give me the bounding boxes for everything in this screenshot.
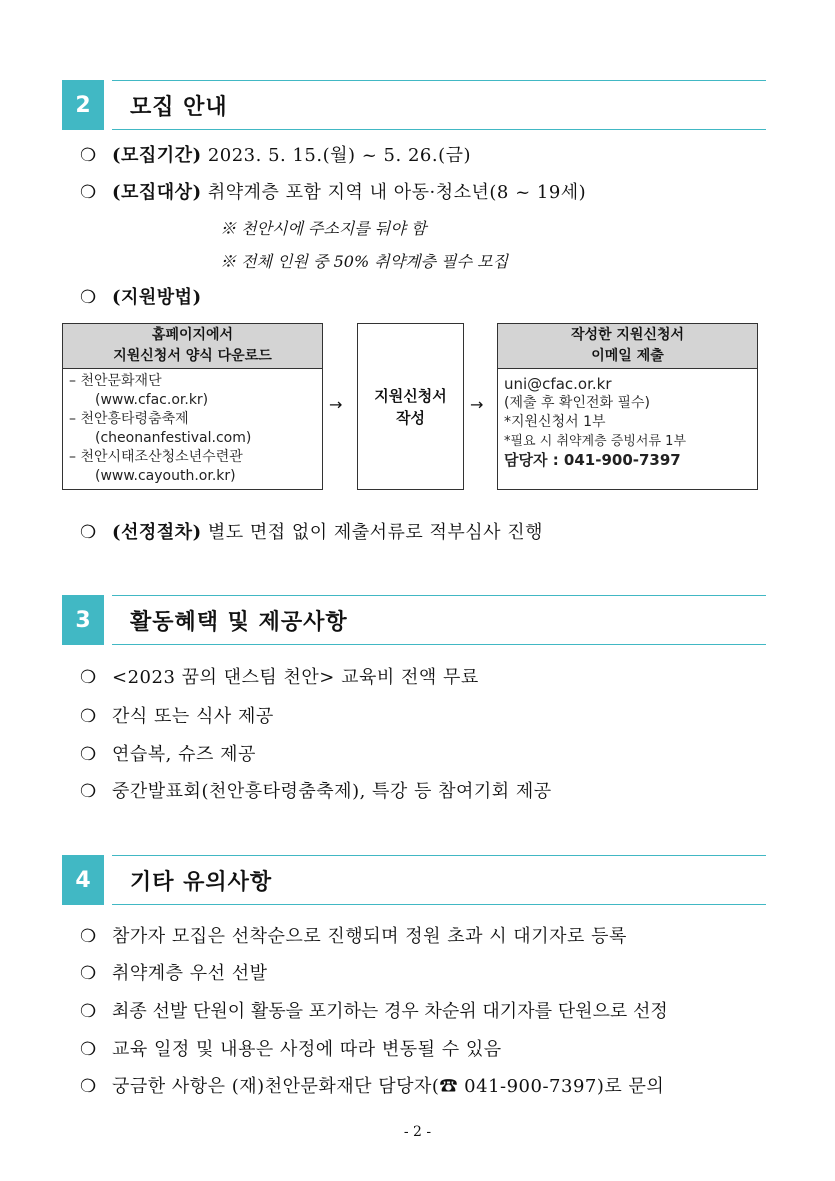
recruit-target-item	[80, 178, 586, 204]
box-header-line: 작성한 지원신청서	[570, 327, 685, 343]
benefit-item	[80, 740, 256, 766]
bullet-icon: ❍	[80, 667, 97, 688]
item-text: <2023 꿈의 댄스팀 천안> 교육비 전액 무료	[112, 667, 479, 688]
arrow-right-icon: →	[470, 395, 484, 414]
bullet-icon: ❍	[80, 781, 97, 802]
notice-item	[80, 959, 268, 985]
box-header-line: 홈페이지에서	[151, 327, 234, 343]
section-number: 4	[62, 855, 104, 905]
arrow-right-icon: →	[329, 395, 343, 414]
bullet-icon: ❍	[80, 1039, 97, 1060]
note-address: ※ 천안시에 주소지를 둬야 함	[220, 219, 427, 238]
section-title: 기타 유의사항	[130, 870, 273, 895]
site-url: (www.cfac.or.kr)	[95, 392, 209, 408]
bullet-icon: ❍	[80, 182, 97, 203]
download-box	[62, 323, 323, 490]
selection-process-item	[80, 518, 543, 544]
notice-item	[80, 922, 627, 948]
bullet-icon: ❍	[80, 287, 97, 308]
site-name: – 천안문화재단	[69, 373, 162, 389]
item-text: 최종 선발 단원이 활동을 포기하는 경우 차순위 대기자를 단원으로 선정	[112, 1001, 668, 1022]
benefit-item	[80, 663, 479, 689]
divider	[112, 855, 766, 856]
box-header	[498, 324, 757, 369]
box-text: *필요 시 취약계층 증빙서류 1부	[504, 434, 686, 449]
divider	[112, 904, 766, 905]
box-text: 작성	[396, 408, 425, 427]
item-label: (지원방법)	[112, 287, 202, 308]
item-text: 간식 또는 식사 제공	[112, 706, 274, 727]
bullet-icon: ❍	[80, 706, 97, 727]
section-3-header	[62, 595, 766, 645]
note-quota: ※ 전체 인원 중 50% 취약계층 필수 모집	[220, 252, 509, 271]
bullet-icon: ❍	[80, 1001, 97, 1022]
page-number: - 2 -	[403, 1124, 432, 1140]
item-label: (모집기간)	[112, 145, 202, 166]
item-value: 2023. 5. 15.(월) ~ 5. 26.(금)	[207, 145, 472, 166]
box-header-line: 이메일 제출	[591, 348, 664, 364]
section-number: 3	[62, 595, 104, 645]
bullet-icon: ❍	[80, 963, 97, 984]
box-header	[63, 324, 322, 369]
box-body	[498, 369, 757, 473]
item-text: 참가자 모집은 선착순으로 진행되며 정원 초과 시 대기자로 등록	[112, 926, 627, 947]
section-title: 모집 안내	[130, 95, 228, 120]
benefit-item	[80, 702, 274, 728]
notice-item	[80, 1035, 502, 1061]
contact-phone: 담당자 : 041-900-7397	[504, 451, 681, 469]
item-value: 취약계층 포함 지역 내 아동·청소년(8 ~ 19세)	[207, 182, 587, 203]
fill-form-box	[357, 323, 464, 490]
site-name: – 천안시태조산청소년수련관	[69, 449, 243, 465]
bullet-icon: ❍	[80, 926, 97, 947]
notice-item	[80, 1072, 664, 1098]
item-text: 중간발표회(천안흥타령춤축제), 특강 등 참여기회 제공	[112, 781, 552, 802]
email-submit-box	[497, 323, 758, 490]
box-header-line: 지원신청서 양식 다운로드	[113, 348, 272, 364]
site-url: (cheonanfestival.com)	[95, 430, 252, 446]
box-text: *지원신청서 1부	[504, 414, 606, 430]
divider	[112, 595, 766, 596]
item-value: 별도 면접 없이 제출서류로 적부심사 진행	[207, 522, 544, 543]
item-label: (모집대상)	[112, 182, 202, 203]
notice-item	[80, 997, 668, 1023]
item-text: 연습복, 슈즈 제공	[112, 744, 256, 765]
bullet-icon: ❍	[80, 145, 97, 166]
item-text: 취약계층 우선 선발	[112, 963, 268, 984]
box-body	[63, 369, 322, 489]
apply-method-item	[80, 283, 202, 309]
bullet-icon: ❍	[80, 1076, 97, 1097]
item-label: (선정절차)	[112, 522, 202, 543]
benefit-item	[80, 777, 552, 803]
section-title: 활동혜택 및 제공사항	[130, 610, 348, 635]
email-address: uni@cfac.or.kr	[504, 375, 612, 393]
recruit-period-item	[80, 141, 471, 167]
divider	[112, 644, 766, 645]
item-text: 궁금한 사항은 (재)천안문화재단 담당자(☎ 041-900-7397)로 문의	[112, 1076, 665, 1097]
box-text: 지원신청서	[374, 386, 447, 405]
bullet-icon: ❍	[80, 744, 97, 765]
item-text: 교육 일정 및 내용은 사정에 따라 변동될 수 있음	[112, 1039, 502, 1060]
site-name: – 천안흥타령춤축제	[69, 411, 189, 427]
section-4-header	[62, 855, 766, 905]
divider	[112, 129, 766, 130]
bullet-icon: ❍	[80, 522, 97, 543]
section-number: 2	[62, 80, 104, 130]
site-url: (www.cayouth.or.kr)	[95, 468, 236, 484]
divider	[112, 80, 766, 81]
box-text: (제출 후 확인전화 필수)	[504, 395, 650, 411]
section-2-header	[62, 80, 766, 130]
